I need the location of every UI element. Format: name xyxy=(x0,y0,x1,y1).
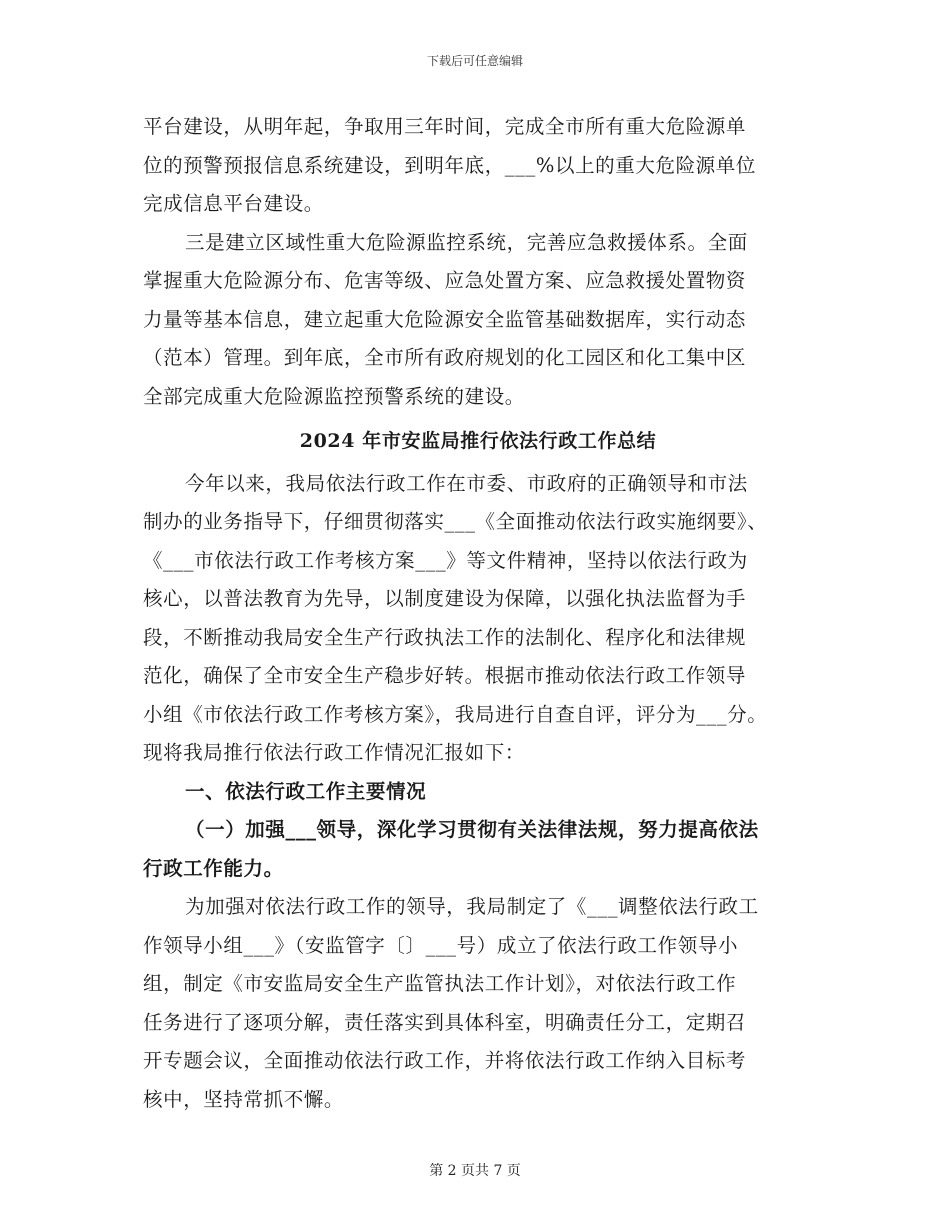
text-line: 力量等基本信息，建立起重大危险源安全监管基础数据库，实行动态 xyxy=(143,307,747,331)
document-title: 2024 年市安监局推行依法行政工作总结 xyxy=(299,430,657,452)
text-line: 行政工作能力。 xyxy=(143,856,284,880)
text-line: 段，不断推动我局安全生产行政执法工作的法制化、程序化和法律规 xyxy=(143,625,747,649)
text-line: 完成信息平台建设。 xyxy=(143,192,324,215)
text-line: 为加强对依法行政工作的领导，我局制定了《___调整依法行政工 xyxy=(185,895,759,918)
text-line: 掌握重大危险源分布、危害等级、应急处置方案、应急救援处置物资 xyxy=(143,269,747,292)
text-line: 核中，坚持常抓不懈。 xyxy=(143,1087,345,1111)
text-line: 三是建立区域性重大危险源监控系统，完善应急救援体系。全面 xyxy=(185,230,748,254)
text-line: 开专题会议，全面推动依法行政工作，并将依法行政工作纳入目标考 xyxy=(143,1049,747,1072)
text-line: 范化，确保了全市安全生产稳步好转。根据市推动依法行政工作领导 xyxy=(143,664,747,687)
text-line: 小组《市依法行政工作考核方案》，我局进行自查自评，评分为___分。 xyxy=(143,702,768,726)
paragraph-4 xyxy=(143,888,813,1119)
text-line: 作领导小组___》（安监管字〔〕___号）成立了依法行政工作领导小 xyxy=(143,933,739,957)
text-line: 今年以来，我局依法行政工作在市委、市政府的正确领导和市法 xyxy=(185,471,748,495)
paragraph-1 xyxy=(143,108,813,224)
text-line: 平台建设，从明年起，争取用三年时间，完成全市所有重大危险源单 xyxy=(143,115,747,138)
subsection-heading xyxy=(143,811,813,888)
paragraph-3 xyxy=(143,465,813,773)
paragraph-2 xyxy=(143,224,813,417)
text-line: （一）加强___领导，深化学习贯彻有关法律法规，努力提高依法 xyxy=(185,818,759,841)
text-line: 现将我局推行依法行政工作情况汇报如下： xyxy=(143,741,525,764)
text-line: 《___市依法行政工作考核方案___》等文件精神，坚持以依法行政为 xyxy=(143,548,748,572)
document-body xyxy=(143,108,813,1119)
text-line: 位的预警预报信息系统建设，到明年底，___%以上的重大危险源单位 xyxy=(143,153,756,177)
text-line: 任务进行了逐项分解，责任落实到具体科室，明确责任分工，定期召 xyxy=(143,1010,747,1034)
text-line: （范本）管理。到年底，全市所有政府规划的化工园区和化工集中区 xyxy=(143,346,747,369)
page-number: 第 2 页共 7 页 xyxy=(429,1163,521,1179)
page-header: 下载后可任意编辑 xyxy=(426,54,523,68)
text-line: 核心，以普法教育为先导，以制度建设为保障，以强化执法监督为手 xyxy=(143,587,747,610)
text-line: 全部完成重大危险源监控预警系统的建设。 xyxy=(143,384,525,408)
text-line: 组，制定《市安监局安全生产监管执法工作计划》，对依法行政工作 xyxy=(143,972,737,995)
text-line: 制办的业务指导下，仔细贯彻落实___《全面推动依法行政实施纲要》、 xyxy=(143,510,768,533)
section-heading: 一、依法行政工作主要情况 xyxy=(185,779,427,803)
